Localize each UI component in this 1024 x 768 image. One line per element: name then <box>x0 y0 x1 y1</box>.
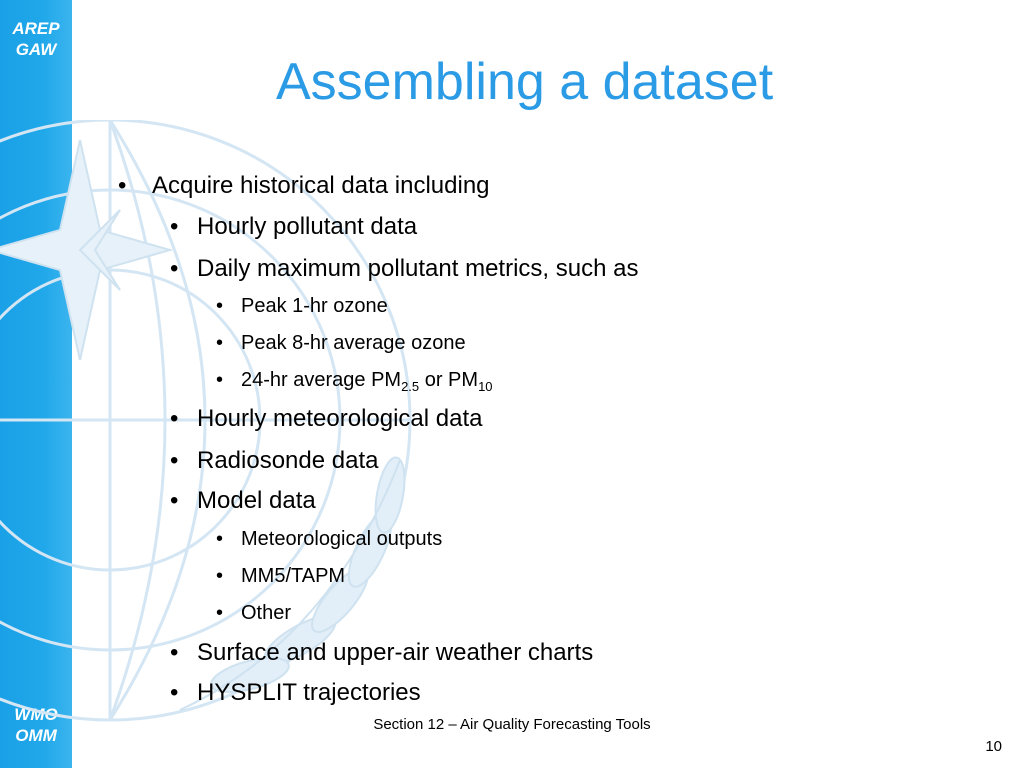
list-item: • Peak 1-hr ozone <box>216 295 388 317</box>
list-item: • Surface and upper-air weather charts <box>170 639 594 666</box>
list-item: • HYSPLIT trajectories <box>170 679 421 706</box>
list-item: • Acquire historical data including <box>118 172 490 199</box>
list-item: • Meteorological outputs <box>216 528 443 550</box>
list-item: • MM5/TAPM <box>216 565 346 587</box>
list-item: • 24-hr average $PM_{2.5}$ or $PM_{10}$ <box>216 369 493 394</box>
page-number: 10 <box>985 738 1002 755</box>
list-item: • Radiosonde data <box>170 447 379 474</box>
wmo-omm-logo: WMO OMM <box>14 705 58 745</box>
list-item: • Daily maximum pollutant metrics, such as <box>170 255 639 282</box>
list-item: • Model data <box>170 487 316 514</box>
list-item: • Hourly pollutant data <box>170 213 418 240</box>
arep-gaw-logo: AREP GAW <box>12 19 60 59</box>
slide-title: Assembling a dataset <box>276 53 774 111</box>
list-item: • Other <box>216 602 292 624</box>
list-item: • Peak 8-hr average ozone <box>216 332 466 354</box>
slide-footer: Section 12 – Air Quality Forecasting Tools <box>373 716 651 733</box>
list-item: • Hourly meteorological data <box>170 405 483 432</box>
